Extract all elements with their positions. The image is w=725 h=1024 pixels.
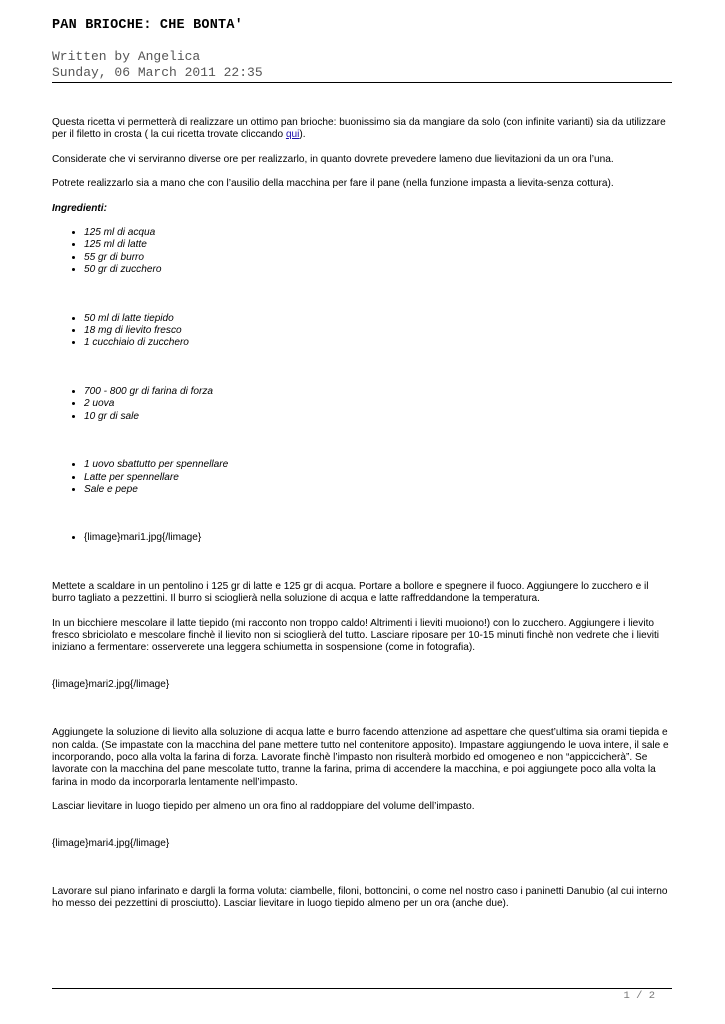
image-placeholder-2: {limage}mari2.jpg{/limage} — [52, 678, 170, 690]
ingredients-list-4 — [52, 459, 674, 496]
ingredients-heading: Ingredienti: — [52, 202, 107, 214]
step-paragraph-3: Aggiungete la soluzione di lievito alla soluzione di acqua latte e burro facendo attenzione ad aspettare che quest’ultima sia orami tiepida e non calda. (Se impastate con la macchina del pane mettere tutto nel contenitore apposito). Impastare aggiungendo le uova intere, il sale e incorporando, poco alla volta la farina di forza. Lavorate finchè l’impasto non risulterà morbido ed omogeneo e non “appiccicherà”. Se lavorate con la macchina del pane mescolate tutto, tranne la farina, prima di accendere la macchina, e poi aggiungete poco alla volta la farina in modo da incorporarla lentamente nell’impasto. — [52, 727, 669, 788]
list-item: • 700 - 800 gr di farina di forza — [84, 386, 674, 398]
intro-paragraph-1: Questa ricetta vi permetterà di realizzare un ottimo pan brioche: buonissimo sia da mangiare da solo (con infinite varianti) sia da utilizzare per il filetto in crosta ( la cui ricetta trovate cliccando qui). — [52, 117, 666, 141]
image-placeholder-1: • {limage}mari1.jpg{/limage} — [84, 532, 674, 544]
list-item: • Sale e pepe — [84, 484, 674, 496]
list-item: • 1 uovo sbattutto per spennellare — [84, 459, 674, 471]
image-placeholder-list — [52, 532, 674, 544]
list-item: • 125 ml di latte — [84, 239, 674, 251]
image-placeholder-3: {limage}mari4.jpg{/limage} — [52, 837, 170, 849]
step-paragraph-4: Lasciar lievitare in luogo tiepido per almeno un ora fino al raddoppiare del volume dell’impasto. — [52, 801, 475, 813]
ingredients-list-3 — [52, 386, 674, 423]
list-item: • Latte per spennellare — [84, 472, 674, 484]
list-item: • 10 gr di sale — [84, 411, 674, 423]
step-paragraph-2: In un bicchiere mescolare il latte tiepido (mi racconto non troppo caldo! Altrimenti i lieviti muoiono!) con lo zucchero. Aggiungere i lievito fresco sbriciolato e mescolare finchè il lievito non si scioglierà del tutto. Lasciare riposare per 10-15 minuti finchè non vedrete che i lieviti iniziano a fermentare: osserverete una leggera schiumetta in sospensione (come in fotografia). — [52, 617, 660, 654]
list-item: • 2 uova — [84, 398, 674, 410]
list-item: • 55 gr di burro — [84, 252, 674, 264]
header-divider — [52, 82, 672, 83]
list-item: • 50 gr di zucchero — [84, 264, 674, 276]
author-line: Written by Angelica — [52, 49, 201, 64]
page-number: 1 / 2 — [623, 990, 655, 1002]
ingredients-list-1 — [52, 227, 674, 277]
article-meta — [52, 49, 263, 81]
page-title: PAN BRIOCHE: CHE BONTA' — [52, 18, 243, 33]
list-item: • 18 mg di lievito fresco — [84, 325, 674, 337]
intro-paragraph-3: Potrete realizzarlo sia a mano che con l’ausilio della macchina per fare il pane (nella funzione impasta a lievita-senza cottura). — [52, 178, 614, 190]
list-item: • 50 ml di latte tiepido — [84, 313, 674, 325]
list-item: • 1 cucchiaio di zucchero — [84, 337, 674, 349]
recipe-link[interactable]: qui — [285, 129, 300, 141]
list-item: • 125 ml di acqua — [84, 227, 674, 239]
step-paragraph-1: Mettete a scaldare in un pentolino i 125 gr di latte e 125 gr di acqua. Portare a bollore e spegnere il fuoco. Aggiungere lo zucchero e il burro tagliato a pezzettini. Il burro si scioglierà nella soluzione di acqua e latte raffreddandone la temperatura. — [52, 580, 649, 605]
intro-paragraph-2: Considerate che vi serviranno diverse ore per realizzarlo, in quanto dovrete prevedere lameno due lievitazioni da un ora l’una. — [52, 153, 614, 165]
article-body — [52, 117, 674, 923]
date-line: Sunday, 06 March 2011 22:35 — [52, 65, 263, 80]
ingredients-list-2 — [52, 313, 674, 350]
step-paragraph-5: Lavorare sul piano infarinato e dargli la forma voluta: ciambelle, filoni, bottoncini, o come nel nostro caso i paninetti Danubio (al cui interno ho messo dei pezzettini di prosciutto). Lasciar lievitare in luogo tiepido almeno per un ora (anche due). — [52, 886, 668, 910]
footer-divider — [52, 988, 672, 989]
